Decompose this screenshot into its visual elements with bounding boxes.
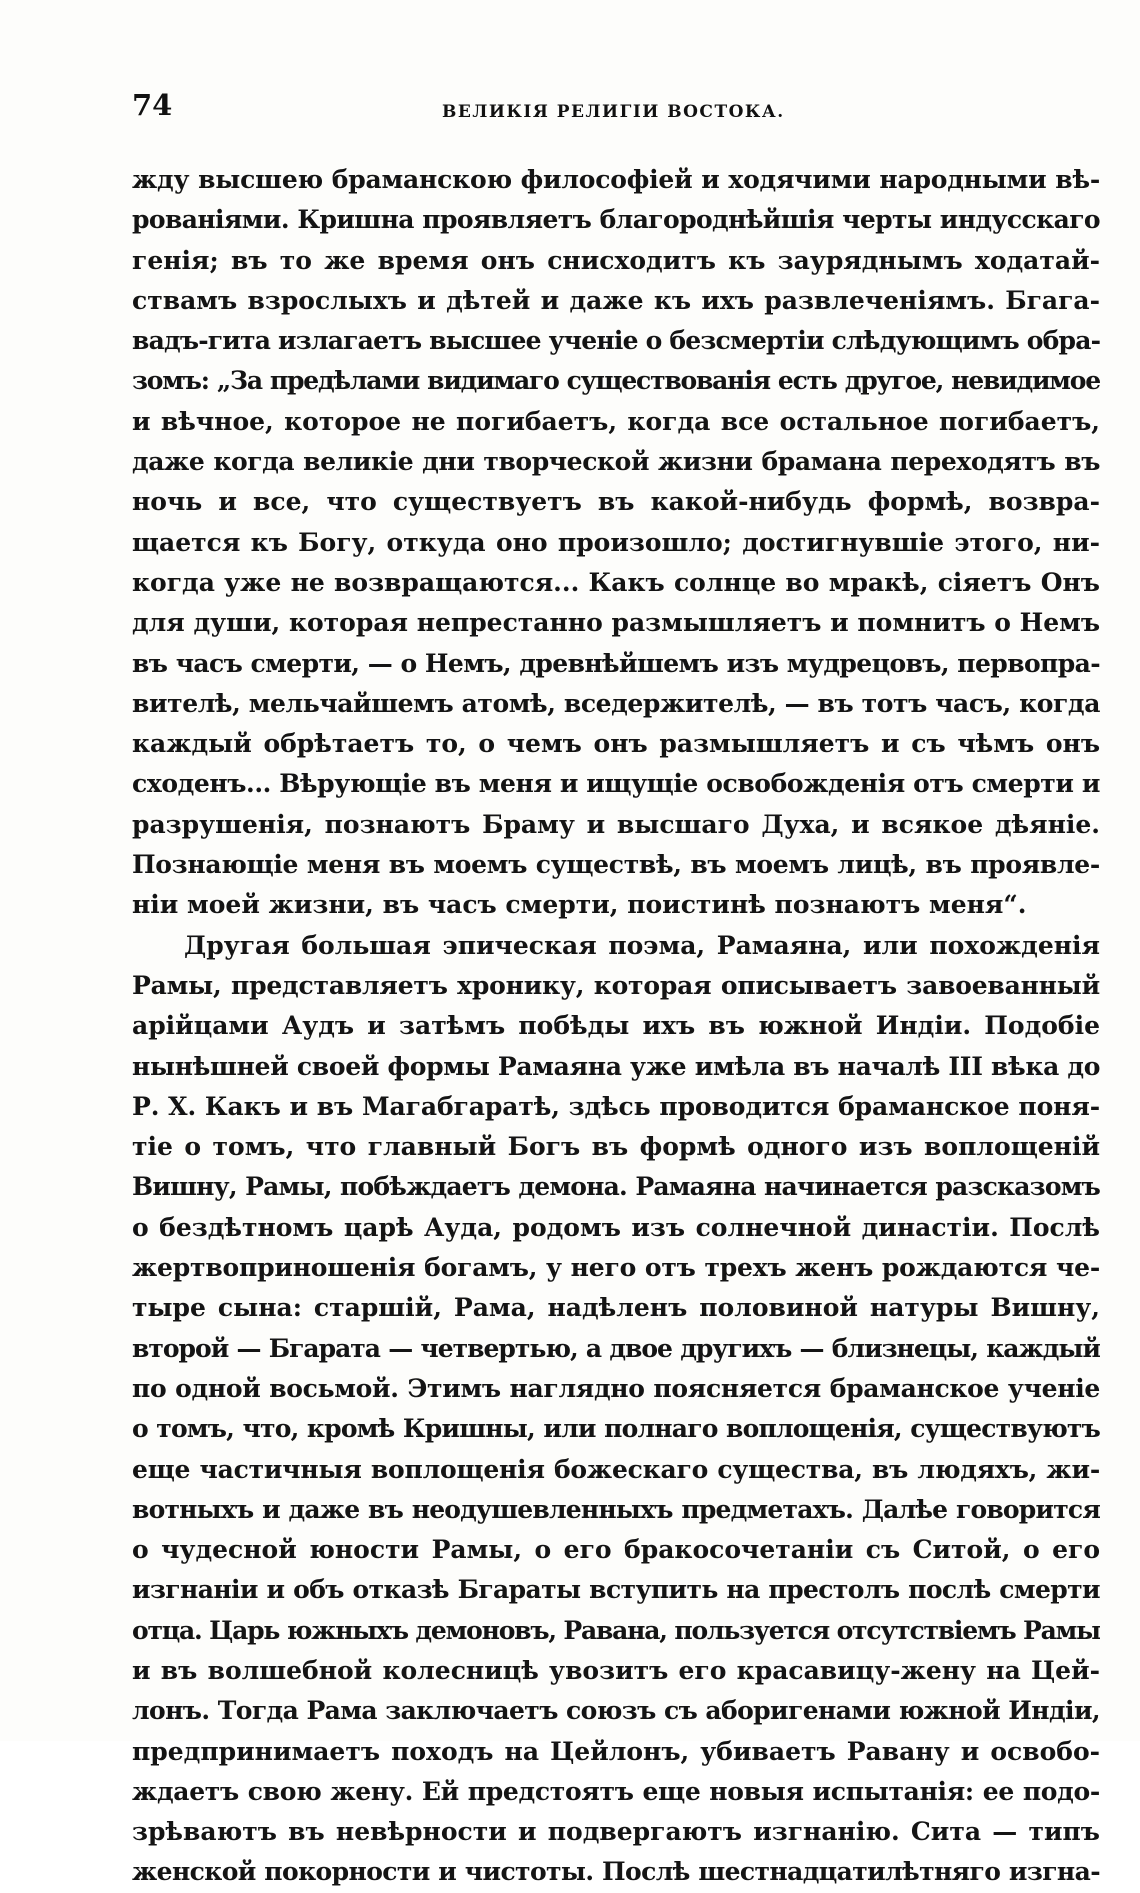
text-line: лонъ. Тогда Рама заключаетъ союзъ съ аборигенами южной Индіи, [132,1696,1100,1726]
text-line: когда уже не возвращаются... Какъ солнце во мракѣ, сіяетъ Онъ [132,567,1100,597]
text-line: вителѣ, мельчайшемъ атомѣ, вседержителѣ, — въ тотъ часъ, когда [132,688,1100,718]
text-line: жертвоприношенія богамъ, у него отъ трехъ женъ рождаются че- [132,1253,1100,1283]
text-line: разрушенія, познаютъ Браму и высшаго Духа, и всякое дѣяніе. [132,809,1100,839]
text-line: по одной восьмой. Этимъ наглядно поясняется браманское ученіе [132,1373,1100,1403]
text-line: о чудесной юности Рамы, о его бракосочетаніи съ Ситой, о его [132,1535,1100,1565]
text-line: ствамъ взрослыхъ и дѣтей и даже къ ихъ развлеченіямъ. Бгага- [132,285,1100,315]
text-line: ждаетъ свою жену. Ей предстоятъ еще новыя испытанія: ее подо- [132,1776,1100,1806]
text-line: вадъ-гита излагаетъ высшее ученіе о безсмертіи слѣдующимъ обра- [132,326,1100,356]
text-line: рованіями. Кришна проявляетъ благороднѣйшія черты индусскаго [132,205,1100,235]
text-line: арійцами Аудъ и затѣмъ побѣды ихъ въ южной Индіи. Подобіе [132,1011,1100,1041]
running-head [132,88,1102,128]
text-line: ночь и все, что существуетъ въ какой-нибудь формѣ, возвра- [132,487,1100,517]
page-number: 74 [132,88,173,122]
text-line: отца. Царь южныхъ демоновъ, Равана, пользуется отсутствіемъ Рамы [132,1615,1100,1645]
text-line: Познающіе меня въ моемъ существѣ, въ моемъ лицѣ, въ проявле- [132,850,1100,880]
text-line: Р. Х. Какъ и въ Магабгаратѣ, здѣсь проводится браманское поня- [132,1091,1100,1121]
text-line: жду высшею браманскою философіей и ходячими народными вѣ- [132,165,1100,194]
text-line: второй — Бгарата — четвертью, а двое другихъ — близнецы, каждый [132,1333,1100,1363]
text-line: Вишну, Рамы, побѣждаетъ демона. Рамаяна начинается разсказомъ [132,1172,1100,1202]
text-line: изгнаніи и объ отказѣ Бгараты вступить на престолъ послѣ смерти [132,1575,1100,1605]
text-line: и вѣчное, которое не погибаетъ, когда все остальное погибаетъ, [132,406,1100,436]
text-line: ніи моей жизни, въ часъ смерти, поистинѣ познаютъ меня“. [132,890,1027,920]
text-line: даже когда великіе дни творческой жизни брамана переходятъ въ [132,447,1100,477]
text-line: каждый обрѣтаетъ то, о чемъ онъ размышляетъ и съ чѣмъ онъ [132,729,1100,759]
text-line: щается къ Богу, откуда оно произошло; достигнувшіе этого, ни- [132,527,1100,557]
text-line: генія; въ то же время онъ снисходитъ къ зауряднымъ ходатай- [132,245,1100,275]
text-line: сходенъ... Вѣрующіе въ меня и ищущіе освобожденія отъ смерти и [132,769,1100,799]
text-line: зомъ: „За предѣлами видимаго существованія есть другое, невидимое [132,366,1100,396]
text-line: нынѣшней своей формы Рамаяна уже имѣла въ началѣ III вѣка до [132,1051,1100,1081]
text-line: женской покорности и чистоты. Послѣ шестнадцатилѣтняго изгна- [132,1857,1100,1887]
text-line: еще частичныя воплощенія божескаго существа, въ людяхъ, жи- [132,1454,1100,1484]
text-line: въ часъ смерти, — о Немъ, древнѣйшемъ изъ мудрецовъ, первопра- [132,648,1100,678]
text-line: для души, которая непрестанно размышляетъ и помнитъ о Немъ [132,608,1100,638]
text-line: зрѣваютъ въ невѣрности и подвергаютъ изгнанію. Сита — типъ [132,1817,1100,1847]
body-text [132,160,1100,1893]
text-line: тыре сына: старшій, Рама, надѣленъ половиной натуры Вишну, [132,1293,1100,1323]
text-line: и въ волшебной колесницѣ увозитъ его красавицу-жену на Цей- [132,1655,1100,1685]
text-line: тіе о томъ, что главный Богъ въ формѣ одного изъ воплощеній [132,1132,1100,1162]
text-line: вотныхъ и даже въ неодушевленныхъ предметахъ. Далѣе говорится [132,1494,1100,1524]
running-title: ВЕЛИКІЯ РЕЛИГІИ ВОСТОКА. [442,102,785,122]
text-line: о бездѣтномъ царѣ Ауда, родомъ изъ солнечной династіи. Послѣ [132,1212,1100,1242]
text-line: предпринимаетъ походъ на Цейлонъ, убиваетъ Равану и освобо- [132,1736,1100,1766]
text-line: Рамы, представляетъ хронику, которая описываетъ завоеванный [132,970,1100,1000]
text-line: о томъ, что, кромѣ Кришны, или полнаго воплощенія, существуютъ [132,1414,1100,1444]
text-line: Другая большая эпическая поэма, Рамаяна, или похожденія [184,930,1100,960]
